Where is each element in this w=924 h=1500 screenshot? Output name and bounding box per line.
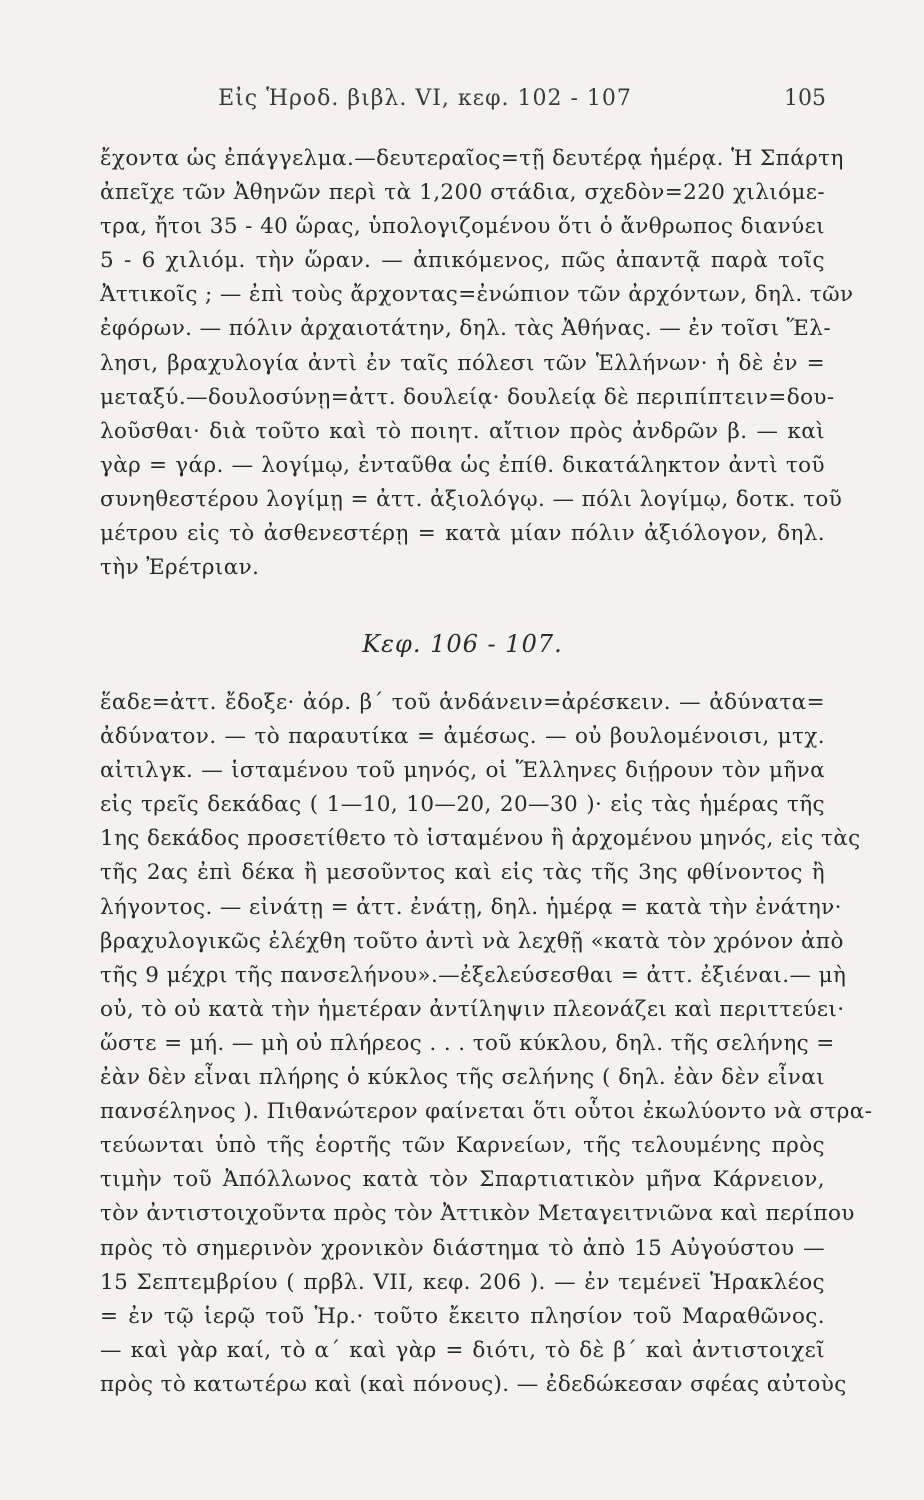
text-line: τῆς 2ας ἐπὶ δέκα ἢ μεσοῦντος καὶ εἰς τὰς τῆς 3ης φθίνοντος ἢ xyxy=(100,860,825,886)
text-line: βραχυλογικῶς ἐλέχθη τοῦτο ἀντὶ νὰ λεχθῇ «κατὰ τὸν χρόνον ἀπὸ xyxy=(100,928,844,954)
text-line: συνηθεστέρου λογίμῃ = ἀττ. ἀξιολόγῳ. — πόλι λογίμῳ, δοτκ. τοῦ xyxy=(100,486,843,512)
text-line: λήγοντος. — εἰνάτῃ = ἀττ. ἐνάτῃ, δηλ. ἡμέρᾳ = κατὰ τὴν ἐνάτην· xyxy=(100,894,842,920)
text-line: ὥστε = μή. — μὴ οὐ πλήρεος . . . τοῦ κύκλου, δηλ. τῆς σελήνης = xyxy=(100,1030,835,1056)
text-line: 5 - 6 χιλιόμ. τὴν ὥραν. — ἀπικόμενος, πῶς ἀπαντᾷ παρὰ τοῖς xyxy=(100,248,825,274)
text-line: λοῦσθαι· διὰ τοῦτο καὶ τὸ ποιητ. αἴτιον πρὸς ἀνδρῶν β. — καὶ xyxy=(100,418,825,444)
text-line: ἔχοντα ὡς ἐπάγγελμα.—δευτεραῖος=τῇ δευτέρᾳ ἡμέρᾳ. Ἡ Σπάρτη xyxy=(100,146,844,171)
text-line: τιμὴν τοῦ Ἀπόλλωνος κατὰ τὸν Σπαρτιατικὸν μῆνα Κάρνειον, xyxy=(100,1167,825,1193)
text-line: ἐὰν δὲν εἶναι πλήρης ὁ κύκλος τῆς σελήνης ( δηλ. ἐὰν δὲν εἶναι xyxy=(100,1065,825,1091)
commentary-block-2 xyxy=(100,686,873,1402)
text-line: τὸν ἀντιστοιχοῦντα πρὸς τὸν Ἀττικὸν Μεταγειτνιῶνα καὶ περίπου xyxy=(100,1201,855,1227)
text-line: ἀδύνατον. — τὸ παραυτίκα = ἀμέσως. — οὐ βουλομένοισι, μτχ. xyxy=(100,724,825,750)
text-line: Ἀττικοῖς ; — ἐπὶ τοὺς ἄρχοντας=ἐνώπιον τῶν ἀρχόντων, δηλ. τῶν xyxy=(100,282,854,308)
text-line: — καὶ γὰρ καί, τὸ α´ καὶ γὰρ = διότι, τὸ δὲ β´ καὶ ἀντιστοιχεῖ xyxy=(100,1337,825,1363)
page-number: 105 xyxy=(784,86,826,111)
text-line: 1ης δεκάδος προσετίθετο τὸ ἱσταμένου ἢ ἀρχομένου μηνός, εἰς τὰς xyxy=(100,826,861,852)
text-line: ἕαδε=ἀττ. ἔδοξε· ἀόρ. β´ τοῦ ἁνδάνειν=ἀρέσκειν. — ἀδύνατα= xyxy=(100,690,825,715)
text-line: ἀπεῖχε τῶν Ἀθηνῶν περὶ τὰ 1,200 στάδια, σχεδὸν=220 χιλιόμε- xyxy=(100,180,825,206)
running-head: Εἰς Ἡροδ. βιβλ. VI, κεφ. 102 - 107 xyxy=(218,86,632,111)
text-line: γὰρ = γάρ. — λογίμῳ, ἐνταῦθα ὡς ἐπίθ. δικατάληκτον ἀντὶ τοῦ xyxy=(100,452,825,478)
text-line: τῆς 9 μέχρι τῆς πανσελήνου».—ἐξελεύσεσθαι = ἀττ. ἐξιέναι.— μὴ xyxy=(100,962,847,988)
text-line: μέτρου εἰς τὸ ἀσθενεστέρῃ = κατὰ μίαν πόλιν ἀξιόλογον, δηλ. xyxy=(100,521,825,547)
text-line: πανσέληνος ). Πιθανώτερον φαίνεται ὅτι οὗτοι ἐκωλύοντο νὰ στρα- xyxy=(100,1099,873,1125)
text-line: λησι, βραχυλογία ἀντὶ ἐν ταῖς πόλεσι τῶν Ἑλλήνων· ἡ δὲ ἐν = xyxy=(100,350,825,376)
text-line: τεύωνται ὑπὸ τῆς ἑορτῆς τῶν Καρνείων, τῆς τελουμένης πρὸς xyxy=(100,1133,825,1159)
text-line: ἐφόρων. — πόλιν ἀρχαιοτάτην, δηλ. τὰς Ἀθήνας. — ἐν τοῖσι Ἕλ- xyxy=(100,316,832,342)
text-line: οὐ, τὸ οὐ κατὰ τὴν ἡμετέραν ἀντίληψιν πλεονάζει καὶ περιττεύει· xyxy=(100,996,845,1022)
text-line: πρὸς τὸ κατωτέρω καὶ (καὶ πόνους). — ἐδεδώκεσαν σφέας αὐτοὺς xyxy=(100,1371,847,1397)
text-line: τρα, ἤτοι 35 - 40 ὥρας, ὑπολογιζομένου ὅτι ὁ ἄνθρωπος διανύει xyxy=(100,214,825,240)
text-line: 15 Σεπτεμβρίου ( πρβλ. VII, κεφ. 206 ). — ἐν τεμένεϊ Ἡρακλέος xyxy=(100,1269,825,1295)
text-line: πρὸς τὸ σημερινὸν χρονικὸν διάστημα τὸ ἀπὸ 15 Αὐγούστου — xyxy=(100,1235,825,1261)
text-line: αἰτιλγκ. — ἱσταμένου τοῦ μηνός, οἱ Ἕλληνες διῄρουν τὸν μῆνα xyxy=(100,758,825,784)
text-line: τὴν Ἐρέτριαν. xyxy=(100,555,260,581)
text-line: = ἐν τῷ ἱερῷ τοῦ Ἡρ.· τοῦτο ἔκειτο πλησίον τοῦ Μαραθῶνος. xyxy=(100,1303,825,1329)
text-line: εἰς τρεῖς δεκάδας ( 1—10, 10—20, 20—30 )· εἰς τὰς ἡμέρας τῆς xyxy=(100,792,825,818)
text-line: μεταξύ.—δουλοσύνῃ=ἀττ. δουλείᾳ· δουλείᾳ δὲ περιπίπτειν=δου- xyxy=(100,384,835,410)
section-heading: Κεφ. 106 - 107. xyxy=(362,630,563,658)
commentary-block-1 xyxy=(100,142,854,585)
